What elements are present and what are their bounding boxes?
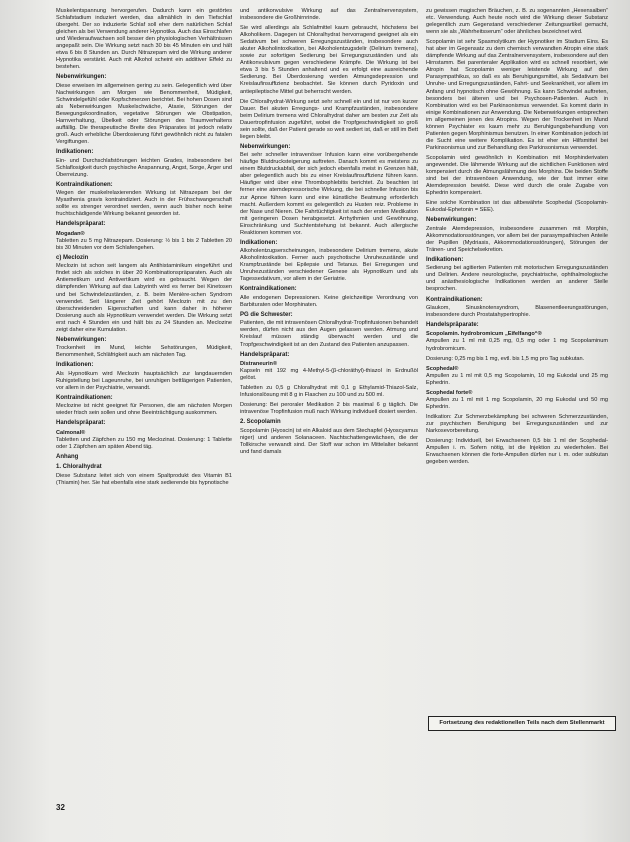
paragraph: Sie wird allerdings als Schlafmittel kaum gebraucht, höchstens bei Alkoholikern. Dagegen ist Chloralhydrat hervorragend geeignet als ein Sedativum bei schweren Erregungszuständen, insbesondere auch akuter Alkoholintoxikation, bei Alkoholentzugsdelir (Delirium tremens), sowie zur sofortigen Sedierung bei Erregungszuständen und als Antikonvulsivum gegen verschiedene Krämpfe. Die Wirkung ist bei etwa 3 bis 5 Stunden anhaltend und es erfolgt eine ausreichende Sedierung. Bei Überdosierung werden Atmungsdepression und Kreislaufinsuffizienz beobachtet. Sie können durch Pyridoxin und antiepileptische Mittel gut beherrscht werden.: [240, 25, 418, 95]
paragraph: Eine solche Kombination ist das altbewährte Scophedal (Scopolamin-Eukodal-Ephetonin = SEE).: [426, 200, 608, 214]
section-heading: Kontraindikationen:: [240, 286, 297, 293]
paragraph: Trockenheit im Mund, leichte Sehstörungen, Müdigkeit, Benommenheit, Schläfrigkeit auch am nächsten Tag.: [56, 345, 232, 359]
paragraph: Muskelentspannung hervorgerufen. Dadurch kann ein gestörtes Schlafstadium induziert werden, das allmählich in den Tiefschlaf übergeht. Der so induzierte Schlaf soll eher dem natürlichen Schlaf gleichen als bei Verwendung anderer Hypnotika. Auch das Einschlafen und Wiederaufwachsen soll besser den physiologischen Verhältnissen angepaßt sein. Die Wirkung setzt nach 30 bis 45 Minuten ein und hält etwa 6 bis 8 Stunden an. Durch Nitrazepam wird die Wirkung anderer Hypnotika verstärkt. Auch mit Alkohol scheint ein additiver Effekt zu bestehen.: [56, 8, 232, 71]
paragraph: Ampullen zu 1 ml mit 1 mg Scopolamin, 20 mg Eukodal und 50 mg Ephedrin.: [426, 396, 608, 410]
section-heading: Nebenwirkungen:: [240, 143, 291, 150]
section-heading: PG die Schwester:: [240, 311, 293, 318]
paragraph: und antikonvulsive Wirkung auf das Zentralnervensystem, insbesondere die Großhirnrinde.: [240, 8, 418, 22]
text-column-right: [426, 8, 608, 802]
paragraph: Bei sehr schneller intravenöser Infusion kann eine vorübergehende häufige Blutdrucksteigerung auftreten. Danach kommt es meistens zu einem Blutdruckabfall, der sich jedoch ebenfalls meist in Grenzen hält, aber gelegentlich auch bis zu einer Kreislaufinsuffizienz führen kann. Häufiger wird über eine Thrombophlebitis berichtet. Zu beachten ist ferner eine atemdepressorische Wirkung, die bei schneller Infusion bis zur Apnoe führen kann und eine künstliche Beatmung erforderlich macht. Außerdem kommt es gelegentlich zu Husten reiz. Probleme in der Nase und Nieren. Die Fahrtüchtigkeit ist nach der ersten Medikation mit geringeren Dosen herabgesetzt. Arrhythmien und Gewöhnung, Einschränkung und Suchtentstehung ist bekannt. Auch allergische Reaktionen kommen vor.: [240, 152, 418, 236]
paragraph: Tabletten und Zäpfchen zu 150 mg Meclozinat. Dosierung: 1 Tablette oder 1 Zäpfchen am späten Abend täg.: [56, 436, 232, 450]
paragraph: Ein- und Durchschlafstörungen leichten Grades, insbesondere bei Schlaflosigkeit durch psychische Anspannung, Angst, Sorge, Ärger und Überreizung.: [56, 157, 232, 178]
section-heading: Nebenwirkungen:: [56, 336, 107, 343]
paragraph: Tabletten zu 5 mg Nitrazepam. Dosierung: ½ bis 1 bis 2 Tabletten 20 bis 30 Minuten vor dem Schlafengehen.: [56, 237, 232, 251]
section-heading: Kontraindikationen:: [56, 394, 113, 401]
text-column-middle: [240, 8, 418, 802]
paragraph: Indikation: Zur Schmerzbekämpfung bei schweren Schmerzzuständen, zur psychischen Beruhigung bei Erregungszuständen und zur Narkosevorbereitung.: [426, 413, 608, 434]
section-heading: Indikationen:: [56, 362, 94, 369]
section-heading: 1. Chloralhydrat: [56, 464, 102, 471]
paragraph: Dosierung: Bei peroraler Medikation 2 bis maximal 6 g täglich. Die intravenöse Tropfinfusion muß nach Wirkung individuell dosiert werden.: [240, 402, 418, 416]
paragraph: Alkoholentzugserscheinungen, insbesondere Delirium tremens, akute Alkoholintoxikation. Ferner auch psychotische Unruhezustände und Krampfzustände bei Epilepsie und Tetanus. Bei Erregungen und Unruhezuständen verschiedener Genese als Hypnotikum und als Tagessedativum, vor allem in der Geriatrie.: [240, 248, 418, 283]
section-heading: Handelspräparat:: [56, 221, 106, 228]
product-name: Scopolamin. hydrobromicum „Eifelfango“®: [426, 331, 542, 338]
paragraph: Sedierung bei agitierten Patienten mit motorischen Erregungszuständen und Delirien. Andere neurologische, psychiatrische, ophthalmologische und anästhesiologische Indikationen werden an anderer Stelle besprochen.: [426, 265, 608, 293]
paragraph: Ampullen zu 1 ml mit 0,25 mg, 0,5 mg oder 1 mg Scopolaminum hydrobromicum.: [426, 338, 608, 352]
paragraph: Patienten, die mit intravenösen Chloralhydrat-Tropfinfusionen behandelt werden, dürfen nicht aus den Augen gelassen werden. Atmung und Kreislauf müssen ständig überwacht werden und die Tropfgeschwindigkeit ist an den Zustand des Patienten anzupassen.: [240, 320, 418, 348]
section-heading: Indikationen:: [56, 149, 94, 156]
paragraph: Ampullen zu 1 ml mit 0,5 mg Scopolamin, 10 mg Eukodal und 25 mg Ephedrin.: [426, 372, 608, 386]
section-heading: Indikationen:: [240, 239, 278, 246]
paragraph: Wegen der muskelrelaxierenden Wirkung ist Nitrazepam bei der Myasthenia gravis kontraindiziert. Auch in der Frühschwangerschaft sollte es strenger verordnet werden, wenn auch bisher noch keine fruchtschädigende Wirkung bekannt geworden ist.: [56, 190, 232, 218]
paragraph: Scopolamin ist sehr Spasmolytikum der Hypnotiker im Stadium Eins. Es hat aber im Gegensatz zu dem chemisch verwandten Atropin eine stark dämpfende Wirkung auf das Zentralnervensystem, insbesondere auf den Hirnstamm. Bei parenteraler Applikation wird es schnell resorbiert, wie Atropin hat Scopolamin weniger leistende Wirkung auf den Parasympathikus, so daß es als Beruhigungsmittel, als Sedativum bei Unruhe- und Erregungszuständen, Fahrt- und Seekrankheit, vor allem im Anfang und hypnotisch ohne Gewöhnung. Es kann Schwindel auftreten, besonders bei älteren und bei Psychosen-Patienten. Auch in Kombination wird es bei Parkinsonismus verwendet. Es kommt darin in einige Kombinationen zur Anwendung. Die Nebenwirkungen entsprechen im allgemeinen jenen des Atropins. Wegen der Trockenheit im Mund können Psychiater es kaum mehr zu Beruhigungsbehandlung von Patienten gegen Morphinismus benutzen. In einer Kombination jedoch ist die Sucht eine weitere Komplikation. Es ist eher ein Hilfsmittel bei Parkinsonismus und zur Behandlung des Parkinsonismus verwendet.: [426, 39, 608, 151]
section-heading: 2. Scopolamin: [240, 419, 281, 426]
paragraph: zu gewissen magischen Bräuchen, z. B. zu sogenannten „Hexensalben“ etc. Verwendung. Auch heute noch wird die Wirkung dieser Substanz gelegentlich zum Gegenstand verschiedener Zeitungsartikel gemacht, wenn sie als „Wahrheitsserum“ oder ähnliches bezeichnet wird.: [426, 8, 608, 36]
section-heading: Kontraindikationen:: [426, 296, 483, 303]
section-heading: Handelspräparat:: [56, 420, 106, 427]
paragraph: Alle endogenen Depressionen. Keine gleichzeitige Verordnung von Barbituraten oder Morphinaten.: [240, 294, 418, 308]
product-name: Distraneurin®: [240, 360, 278, 367]
section-heading: Indikationen:: [426, 256, 464, 263]
section-heading: Handelspräparate:: [426, 322, 479, 328]
section-heading: Anhang: [56, 453, 79, 460]
paragraph: Scopolamin wird gewöhnlich in Kombination mit Morphinderivaten angewendet. Die lähmende Wirkung auf die sichtlichen Funktionen wird kompensiert durch die Atmungslähmung des Morphins. Die beiden Stoffe sind bei der intravenösen Anwendung, wie der fast immer eine Atemdepression bewirkt. Diese wird durch die orale Zugabe von Ephedrin kompensiert.: [426, 154, 608, 197]
page-number: 32: [56, 803, 65, 812]
product-name: Mogadan®: [56, 230, 85, 237]
section-heading: c) Meclozin: [56, 254, 89, 261]
section-heading: Handelspräparat:: [240, 351, 290, 358]
paragraph: Zentrale Atemdepression, insbesondere zusammen mit Morphin, Akkommodationsstörungen, vor allem bei der parasympathischen Anteile der Pupillen (Mydriasis, Akkommodationsstörungen), Störungen der Tränen- und Speichelsekretion.: [426, 225, 608, 253]
section-heading: Nebenwirkungen:: [426, 217, 477, 224]
paragraph: Dosierung: Individuell, bei Erwachsenen 0,5 bis 1 ml der Scophedal-Ampullen i. m. Sofern nötig, ist die Injektion zu wiederholen. Bei Erwachsenen können die forte-Ampullen dürfen nur i. m. oder subkutan gegeben werden.: [426, 438, 608, 466]
continuation-notice: Fortsetzung des redaktionellen Teils nach dem Stellenmarkt: [428, 716, 616, 731]
paragraph: Diese Substanz leitet sich von einem Spaltprodukt des Vitamin B1 (Thiamin) her. Sie hat ebenfalls eine stark sedierende bis hypnotische: [56, 472, 232, 486]
product-name: Scophedal forte®: [426, 389, 473, 396]
section-heading: Nebenwirkungen:: [56, 74, 107, 81]
paragraph: Meclozine ist nicht geeignet für Personen, die am nächsten Morgen wieder frisch sein sollen und ohne Beeinträchtigung auskommen.: [56, 403, 232, 417]
paragraph: Tabletten zu 0,5 g Chloralhydrat mit 0,1 g Ethylamid-Thiazol-Salz, Infusionslösung mit 8 g in Flaschen zu 100 und zu 500 ml.: [240, 385, 418, 399]
text-column-left: [56, 8, 232, 802]
paragraph: Glaukom, Sinusknotensyndrom, Blasenentleerungsstörungen, insbesondere durch Prostatahypertrophie.: [426, 304, 608, 318]
product-name: Scophedal®: [426, 365, 459, 372]
paragraph: Kapseln mit 192 mg 4-Methyl-5-(β-chloräthyl)-thiazol in Erdnußöl gelöst.: [240, 368, 418, 382]
product-name: Calmonal®: [56, 429, 86, 436]
paragraph: Als Hypnotikum wird Meclozin hauptsächlich zur langdauernden Ruhigstellung bei Lageunruhe, bei unruhigen bettlägerigen Patienten, vor allem in der Psychiatrie, verwandt.: [56, 370, 232, 391]
paragraph: Dosierung: 0,25 mg bis 1 mg, evtl. bis 1,5 mg pro Tag subkutan.: [426, 355, 585, 362]
paragraph: Diese erweisen im allgemeinen gering zu sein. Gelegentlich wird über Nachwirkungen am Morgen wie Benommenheit, Müdigkeit, Schwindelgefühl oder Kopfschmerzen berichtet. Bei hohen Dosen sind als Nebenwirkungen Muskelschwäche, Ataxie, Störungen der Bewegungskoordination, vegetative Störungen wie Obstipation, Harnverhaltung, Übelkeit oder Störungen des Traumverhaltens auffällig. Die therapeutische Breite des Präparates ist jedoch relativ groß. Auch erhebliche Überdosierung führt gewöhnlich nicht zu fatalen Vergiftungen.: [56, 82, 232, 146]
paragraph: Scopolamin (Hyoscin) ist ein Alkaloid aus dem Stechapfel (Hyoscyamus niger) und anderen Solanaceen. Nachtschattengewächsen, die der Tollkirsche verwandt sind. Der Stoff war schon im Mittelalter bekannt und fand damals: [240, 427, 418, 455]
paragraph: Meclozin ist schon seit langem als Antihistaminikum eingeführt und findet sich als solches in über 20 Kombinationspräparaten. Auch als Antiemetikum und Antivertikum wird es gebraucht. Wegen der dämpfenden Wirkung auf das Labyrinth wird es ferner bei Kinetosen und bei Schwindelzuständen, z. B. beim Menière-schen Syndrom verwendet. Seit längerer Zeit gehört Meclozin mit zu den überschneidenden Eigenschaften und kann daher in höherer Dosierung auch als Hypnotikum verwendet werden. Die Wirkung setzt erst nach 4 Stunden ein und hält bis zu 24 Stunden an. Meclozine zeigt daher eine Kumulation.: [56, 263, 232, 333]
section-heading: Kontraindikationen:: [56, 181, 113, 188]
paragraph: Die Chloralhydrat-Wirkung setzt sehr schnell ein und ist nur von kurzer Dauer. Bei akuten Erregungs- und Krampfzuständen, insbesondere beim Delirium tremens wird Chloralhydrat daher am besten zur Zeit als Dauertropfinfusion zugeführt, wobei die Tropfgeschwindigkeit so groß sein sollte, daß der Patient gerade so weit sediert ist, daß er still im Bett liegen bleibt.: [240, 98, 418, 140]
